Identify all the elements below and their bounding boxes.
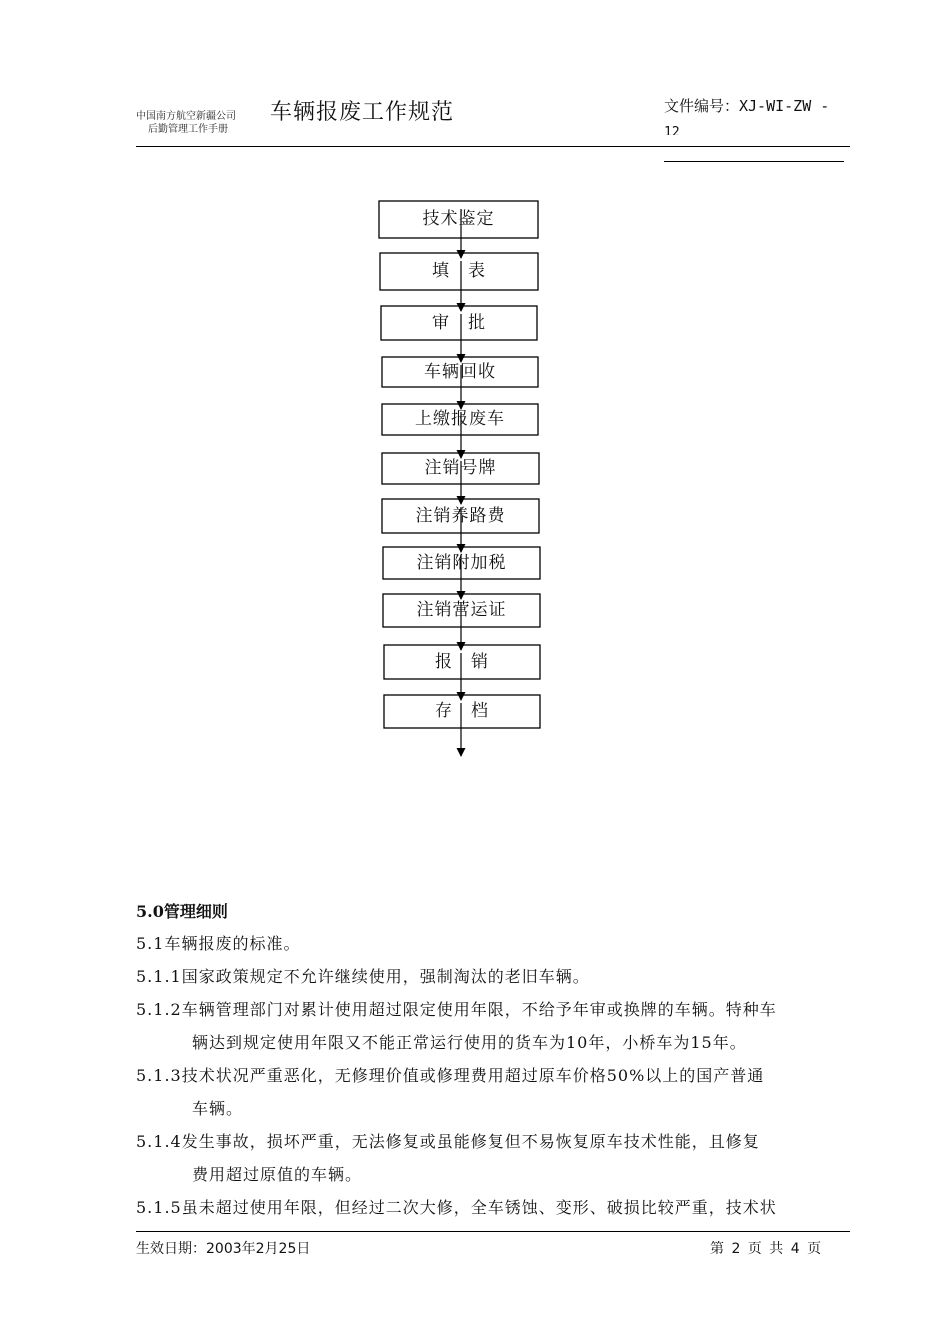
- section-title: 5.0管理细则: [136, 902, 228, 921]
- flow-step-label: 车辆回收: [424, 362, 496, 382]
- flow-step-label: 注销号牌: [424, 458, 497, 478]
- effective-date: 生效日期：2003年2月25日: [136, 1241, 311, 1257]
- company-name-line1: 中国南方航空新疆公司: [136, 111, 236, 122]
- paragraph-line: 5.1.5虽未超过使用年限，但经过二次大修，全车锈蚀、变形、破损比较严重，技术状: [136, 1198, 777, 1217]
- footer-divider: [136, 1231, 850, 1232]
- paragraph: [136, 993, 777, 1059]
- flow-step-label: 注销附加税: [416, 553, 507, 573]
- document-title: 车辆报废工作规范: [270, 100, 455, 125]
- paragraph: [136, 1059, 764, 1125]
- document-code-tail: 12: [664, 126, 680, 135]
- flow-step-label: 报 销: [435, 652, 489, 672]
- document-code: 文件编号：XJ-WI-ZW -: [664, 97, 830, 115]
- flow-arrowhead: [457, 748, 466, 757]
- paragraph-continuation: 费用超过原值的车辆。: [192, 1165, 363, 1184]
- paragraph-line: 5.1.1国家政策规定不允许继续使用，强制淘汰的老旧车辆。: [136, 967, 590, 986]
- company-name-line2: 后勤管理工作手册: [148, 124, 228, 135]
- paragraph-line: 5.1.2车辆管理部门对累计使用超过限定使用年限，不给予年审或换牌的车辆。特种车: [136, 1000, 777, 1019]
- paragraph: [136, 960, 590, 993]
- flow-step-label: 技术鉴定: [422, 209, 495, 229]
- paragraph-continuation: 车辆。: [192, 1099, 244, 1118]
- paragraph: [136, 1125, 760, 1191]
- paragraph-line: 5.1.3技术状况严重恶化，无修理价值或修理费用超过原车价格50%以上的国产普通: [136, 1066, 765, 1085]
- flow-step-label: 审 批: [432, 313, 486, 333]
- paragraph: [136, 1191, 777, 1224]
- flow-step-label: 注销养路费: [415, 506, 506, 526]
- paragraph-line: 5.1车辆报废的标准。: [136, 934, 301, 953]
- flow-step-label: 填 表: [432, 261, 486, 281]
- page-number: 第 2 页 共 4 页: [710, 1241, 822, 1257]
- flow-step-label: 上缴报废车: [415, 409, 505, 429]
- flow-step-label: 注销营运证: [416, 600, 507, 620]
- paragraph: [136, 927, 300, 960]
- paragraph-continuation: 辆达到规定使用年限又不能正常运行使用的货车为10年，小桥车为15年。: [192, 1033, 747, 1052]
- paragraph-line: 5.1.4发生事故，损坏严重，无法修复或虽能修复但不易恢复原车技术性能，且修复: [136, 1132, 760, 1151]
- flow-step-label: 存 档: [435, 701, 489, 721]
